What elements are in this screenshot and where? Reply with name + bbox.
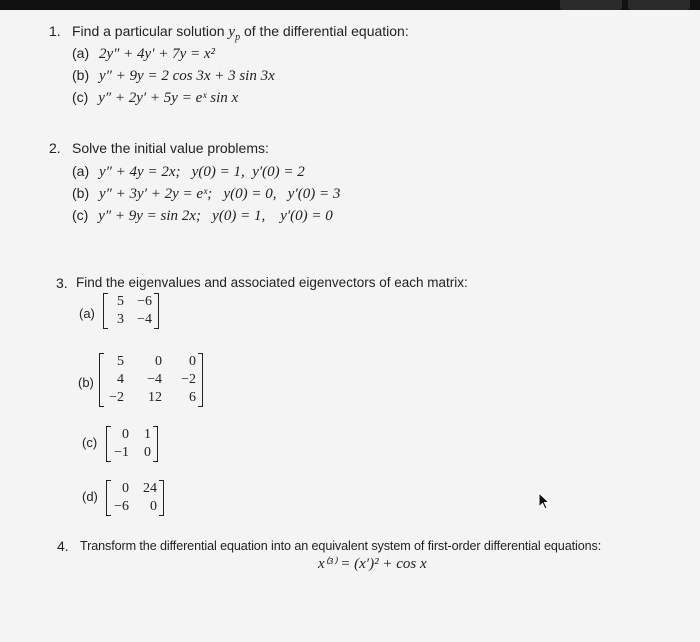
matrix-entry: −4	[147, 372, 162, 387]
part-label: (a)	[79, 306, 95, 321]
matrix-entry: 4	[117, 372, 124, 387]
matrix-entry: 12	[148, 390, 162, 405]
matrix-entry: 1	[144, 427, 151, 442]
matrix-entry: −4	[137, 312, 152, 327]
problem-2a	[72, 162, 305, 181]
matrix-entry: 0	[150, 499, 157, 514]
problem-1c	[72, 88, 238, 107]
yp-letter: y	[228, 24, 236, 40]
top-tab	[560, 0, 622, 10]
matrix-entry: 0	[122, 481, 129, 496]
problem-1b	[72, 66, 275, 85]
part-label: (c)	[72, 89, 89, 105]
matrix-entry: 6	[189, 390, 196, 405]
right-bracket	[153, 426, 158, 462]
problem-1a	[72, 44, 215, 63]
matrix-entry: 0	[122, 427, 129, 442]
matrix-entry: 0	[155, 354, 162, 369]
matrix-d	[106, 480, 164, 516]
part-label: (c)	[72, 207, 89, 223]
part-label: (a)	[72, 163, 90, 179]
top-bar	[0, 0, 700, 10]
problem-number: 3.	[56, 275, 68, 291]
equation: y″ + 2y′ + 5y = eˣ sin x	[98, 90, 239, 106]
top-tab	[628, 0, 690, 10]
part-label: (a)	[72, 45, 90, 61]
problem-4-intro: Transform the differential equation into an equivalent system of first-order differential equations:	[80, 539, 602, 553]
problem-2b	[72, 184, 340, 203]
yp-symbol	[228, 24, 241, 43]
matrix-entry: −6	[114, 499, 129, 514]
matrix-entry: 24	[143, 481, 157, 496]
problem-number: 1.	[49, 23, 61, 39]
matrix-entry: −1	[114, 445, 129, 460]
right-bracket	[159, 480, 164, 516]
matrix-entry: 0	[144, 445, 151, 460]
matrix-c-entries	[111, 426, 153, 462]
equation: y″ + 4y = 2x; y(0) = 1, y′(0) = 2	[99, 164, 305, 180]
mouse-pointer-icon	[538, 492, 552, 512]
part-label: (d)	[82, 489, 98, 504]
problem-number: 4.	[57, 538, 69, 554]
matrix-entry: −6	[137, 294, 152, 309]
right-bracket	[198, 353, 203, 407]
matrix-entry: 0	[189, 354, 196, 369]
matrix-b-entries	[104, 353, 198, 407]
intro-text: Find a particular solution	[72, 23, 225, 39]
equation: y″ + 3y′ + 2y = eˣ; y(0) = 0, y′(0) = 3	[99, 186, 341, 202]
equation: 2y″ + 4y′ + 7y = x²	[99, 46, 216, 62]
part-label: (b)	[78, 375, 94, 390]
part-label: (b)	[72, 67, 90, 83]
problem-2c	[72, 206, 333, 225]
problem-3-intro: Find the eigenvalues and associated eigenvectors of each matrix:	[76, 275, 468, 290]
problem-4-equation: x⁽³⁾ = (x′)² + cos x	[318, 556, 427, 572]
matrix-a-entries	[108, 293, 154, 329]
equation: y″ + 9y = 2 cos 3x + 3 sin 3x	[99, 68, 275, 84]
matrix-b	[99, 353, 203, 407]
problem-2-intro: Solve the initial value problems:	[72, 140, 269, 156]
matrix-entry: −2	[181, 372, 196, 387]
right-bracket	[154, 293, 159, 329]
part-label: (b)	[72, 185, 90, 201]
intro-tail: of the differential equation:	[243, 23, 409, 39]
equation: y″ + 9y = sin 2x; y(0) = 1, y′(0) = 0	[98, 208, 333, 224]
matrix-d-entries	[111, 480, 159, 516]
matrix-a	[103, 293, 159, 329]
yp-subscript: p	[235, 32, 241, 43]
part-label: (c)	[82, 435, 98, 450]
matrix-entry: 5	[117, 354, 124, 369]
matrix-entry: −2	[109, 390, 124, 405]
matrix-c	[106, 426, 158, 462]
matrix-entry: 5	[117, 294, 124, 309]
problem-number: 2.	[49, 140, 61, 156]
matrix-entry: 3	[117, 312, 124, 327]
